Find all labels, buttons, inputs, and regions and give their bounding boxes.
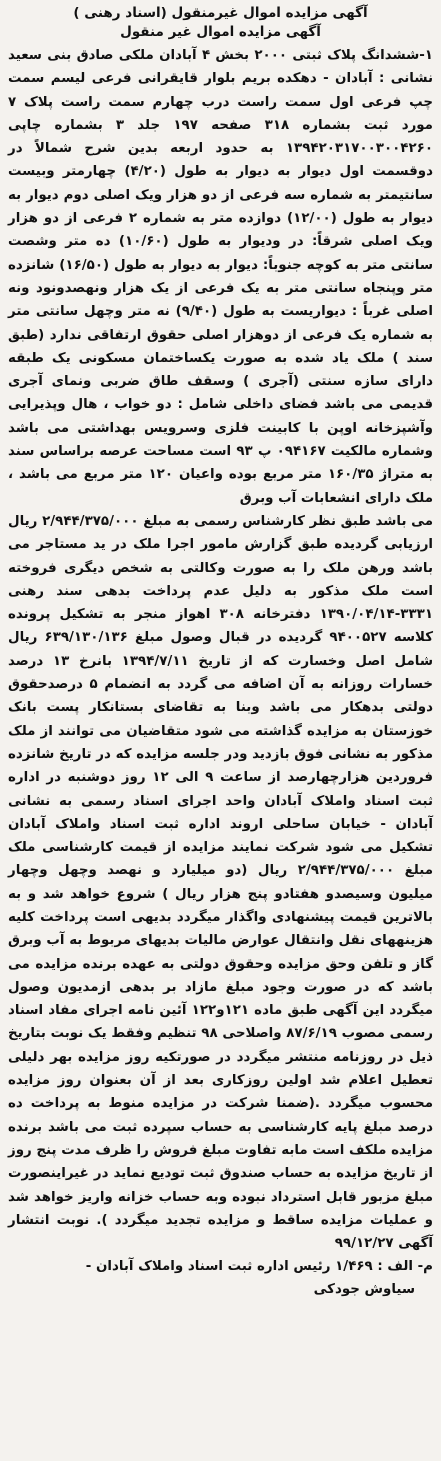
notice-title: آگهی مزایده اموال غیرمنقول (اسناد رهنی ) bbox=[73, 5, 368, 21]
reference-and-office: م- الف : ۱/۴۶۹ رئیس اداره ثبت اسناد واملاک آبادان - bbox=[85, 1259, 433, 1275]
notice-footer bbox=[8, 1255, 433, 1301]
notice-subtitle: آگهی مزایده اموال غیر منقول bbox=[120, 24, 321, 40]
notice-body bbox=[8, 44, 433, 1255]
property-description: ۱-ششدانگ پلاک ثبتی ۲۰۰۰ بخش ۴ آبادان ملکی صادق بنی سعید نشانی : آبادان - دهکده بریم بلوار قایقرانی فرعی لیسم سمت چپ فرعی اول سمت راست درب چهارم سمت راست پلاک ۷ مورد ثبت بشماره ۳۱۸ صفحه ۱۹۷ جلد ۳ بشماره چاپی ۱۳۹۴۲۰۳۱۷۰۰۳۰۰۴۲۶۰ به حدود اربعه بدین شرح شمالاً در دوقسمت اول دیوار به دیوار به طول (۴/۲۰) چهارمتر وبیست سانتیمتر به شماره سه فرعی از دو هزار ویک اصلی دوم دیوار به دیوار به طول (۱۲/۰۰) دوازده متر به شماره ۲ فرعی از دو هزار ویک اصلی شرقاً: در ودیوار به طول (۱۰/۶۰) ده متر وشصت سانتی متر به کوچه جنوباً: دیوار به دیوار به طول (۱۶/۵۰) شانزده متر وپنجاه سانتی متر به یک فرعی از یک هزار ونهصدونود ونه اصلی غرباً : دیواریست به طول (۹/۴۰) نه متر وچهل سانتی متر به شماره یک فرعی از دوهزار اصلی حقوق ارتفاقی ندارد (طبق سند ) ملک یاد شده به صورت یکساختمان مسکونی یک طبقه دارای سازه سنتی (آجری ) وسقف طاق ضربی ونمای آجری قدیمی می باشد فضای داخلی شامل : دو خواب ، هال وپذیرایی وآشپزخانه اوپن با کابینت فلزی وسرویس بهداشتی می باشد وشماره مالکیت ۰۹۴۱۶۷ پ ۹۳ است مساحت عرصه براساس سند به متراژ ۱۶۰/۳۵ متر مربع بوده واعیان ۱۲۰ متر مربع می باشد ، ملک دارای انشعابات آب وبرق bbox=[8, 48, 434, 506]
notice-header bbox=[8, 4, 433, 42]
auction-terms: می باشد طبق نظر کارشناس رسمی به مبلغ ۲/۹۴۴/۳۷۵/۰۰۰ ریال ارزیابی گردیده طبق گزارش مامور اجرا ملک در ید مستاجر می باشد ورهن ملک را به صورت وکالتی به شخص دیگری فروخته است ملک مذکور به دلیل عدم پرداخت بدهی سند رهنی ۳۳۳۱-۱۳۹۰/۰۴/۱۴ دفترخانه ۳۰۸ اهواز منجر به تشکیل پرونده کلاسه ۹۴۰۰۵۲۷ گردیده در قبال وصول مبلغ ۶۳۹/۱۳۰/۱۳۶ ریال شامل اصل وخسارت که از تاریخ ۱۳۹۴/۷/۱۱ بانرخ ۱۳ درصد خسارات روزانه به آن اضافه می گردد به انضمام ۵ درصدحقوق دولتی بدهکار می باشد وبنا به تقاضای بستانکار پست بانک خوزستان به مزایده گذاشته می شود متقاضیان می توانند از ملک مذکور به نشانی فوق بازدید ودر جلسه مزایده که در تاریخ شانزده فروردین هزارچهارصد از ساعت ۹ الی ۱۲ روز دوشنبه در اداره ثبت اسناد واملاک آبادان واحد اجرای اسناد رسمی به نشانی آبادان - خیابان ساحلی اروند اداره ثبت اسناد واملاک آبادان تشکیل می شود شرکت نمایند مزایده از قیمت کارشناسی ملک مبلغ ۲/۹۴۴/۳۷۵/۰۰۰ ریال (دو میلیارد و نهصد وچهل وچهار میلیون وسیصدو هفتادو پنج هزار ریال ) شروع خواهد شد و به بالاترین قیمت پیشنهادی واگذار میگردد بدیهی است پرداخت کلیه هزینههای نقل وانتقال عوارض مالیات بدیهای مربوط به آب وبرق گاز و تلفن وحق مزایده وحقوق دولتی به عهده برنده مزایده می باشد که در صورت وجود مبلغ مازاد بر بدهی ازمدیون وصول میگردد این آگهی طبق ماده ۱۲۱و۱۲۲ آئین نامه اجرای مفاد اسناد رسمی مصوب ۸۷/۶/۱۹ واصلاحی ۹۸ تنظیم وفقط یک نوبت بتاریخ ذیل در روزنامه منتشر میگردد در صورتکیه روز مزایده بهر دلیلی تعطیل اعلام شد اولین روزکاری بعد از آن بعنوان روز مزایده محسوب میگردد .(ضمنا شرکت در مزایده منوط به پرداخت ده درصد مبلغ پایه کارشناسی به حساب سپرده ثبت می باشد برنده مزایده ملکف است مابه تفاوت مبلغ فروش را ظرف مدت پنج روز از تاریخ مزایده به حساب صندوق ثبت تودیع نماید در غیراینصورت مبلغ مزبور قابل استرداد نبوده وبه حساب خزانه واریز خواهد شد و عملیات مزایده ساقط و مزایده تجدید میگردد ). نوبت انتشار آگهی ۹۹/۱۲/۲۷ bbox=[8, 513, 434, 1252]
signatory-name: سیاوش جودکی bbox=[313, 1282, 415, 1298]
